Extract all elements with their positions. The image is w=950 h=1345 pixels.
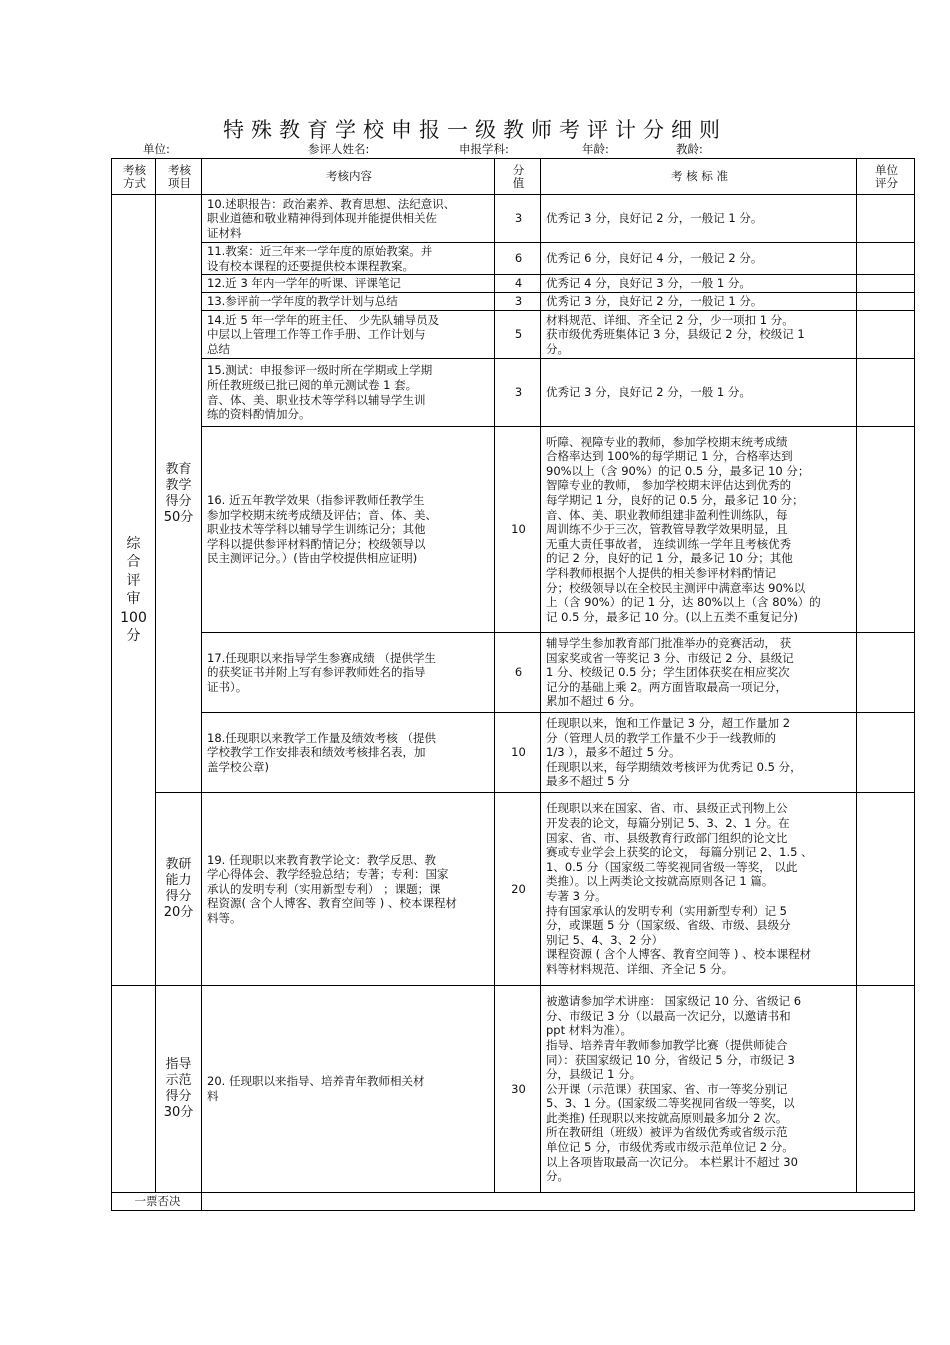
teaching-years-label: 教龄: [676,142,703,156]
header-score: 分 值 [495,159,541,195]
item-standard: 材料规范、详细、齐全记 2 分，少一项扣 1 分。 获市级优秀班集体记 3 分，县级记 2 分，校级记 1 分。 [541,311,857,359]
table-row [112,986,915,1193]
item-score: 10 [495,427,541,633]
unit-score-cell[interactable] [857,311,915,359]
item-content: 15.测试：申报参评一级时所在学期或上学期 所任教班级已批已阅的单元测试卷 1 套。 音、体、美、职业技术等学科以辅导学生训 练的资料酌情加分。 [202,359,495,427]
veto-row [112,1193,915,1211]
item-score: 10 [495,713,541,793]
item-score: 6 [495,243,541,275]
document-title: 特殊教育学校申报一级教师考评计分细则 [223,118,727,142]
item-score: 6 [495,633,541,713]
category-education: 教育 教学 得分 50分 [156,195,202,793]
header-item: 考核 项目 [156,159,202,195]
unit-score-cell[interactable] [857,275,915,293]
evaluatee-name-label: 参评人姓名: [308,142,370,156]
subject-label: 申报学科: [459,142,509,156]
table-row [112,359,915,427]
header-row [112,159,915,195]
item-content: 10.述职报告：政治素养、教育思想、法纪意识、 职业道德和敬业精神得到体现并能提供相关佐 证材料 [202,195,495,243]
item-content: 18.任现职以来教学工作量及绩效考核 （提供 学校教学工作安排表和绩效考核排名表，加 盖学校公章) [202,713,495,793]
item-standard: 听障、视障专业的教师，参加学校期末统考成绩 合格率达到 100%的每学期记 1 分，合格率达到 90%以上（含 90%）的记 0.5 分，最多记 10 分； 智障专业的教师， 参加学校期末评估达到优秀的 每学期记 1 分，良好的记 0.5 分，最多记 10 分； 音、体、美、职业教师组建非盈利性训练队，每 周训练不少于三次，管教管导教学效果明显，且 无重大责任事故者， 连续训练一学年且考核优秀 的记 2 分，良好的记 1 分，最多记 10 分；其他 学科教师根据个人提供的相关参评材料酌情记 分；校级领导以在全校民主测评中满意率达 90%以 上（含 90%）的记 1 分，达 80%以上（含 80%）的 记 0.5 分，最多记 10 分。(以上五类不重复记分) [541,427,857,633]
table-row [112,293,915,311]
item-score: 3 [495,359,541,427]
table-row [112,793,915,986]
table-row [112,243,915,275]
unit-label: 单位: [143,142,170,156]
item-content: 13.参评前一学年度的教学计划与总结 [202,293,495,311]
header-content: 考核内容 [202,159,495,195]
unit-score-cell[interactable] [857,359,915,427]
item-standard: 辅导学生参加教育部门批准举办的竞赛活动， 获 国家奖或省一等奖记 3 分、市级记 2 分、县级记 1 分、校级记 0.5 分；学生团体获奖在相应奖次 记分的基础上乘 2。两方面皆取最高一项记分， 累加不超过 6 分。 [541,633,857,713]
method-blank-cell [112,986,156,1193]
item-standard: 优秀记 4 分，良好记 3 分，一般 1 分。 [541,275,857,293]
table-row [112,713,915,793]
item-content: 17.任现职以来指导学生参赛成绩 （提供学生 的获奖证书并附上写有参评教师姓名的指导 证书）。 [202,633,495,713]
unit-score-cell[interactable] [857,195,915,243]
method-comprehensive: 综 合 评 审 100 分 [112,195,156,986]
item-standard: 任现职以来在国家、省、市、县级正式刊物上公 开发表的论文，每篇分别记 5、3、2、1 分。在 国家、省、市、县级教育行政部门组织的论文比 赛或专业学会上获奖的论文， 每篇分别记 2、1.5 、 1、0.5 分（国家级二等奖视同省级一等奖， 以此 类推）。以上两类论文按就高原则各记 1 篇。 专著 3 分。 持有国家承认的发明专利（实用新型专利）记 5 分，或课题 5 分（国家级、省级、市级、县级分 别记 5、4、3、2 分） 课程资源 ( 含个人博客、教育空间等 ) 、校本课程材 料等材料规范、详细、齐全记 5 分。 [541,793,857,986]
unit-score-cell[interactable] [857,713,915,793]
item-standard: 优秀记 3 分，良好记 2 分，一般 1 分。 [541,359,857,427]
category-research: 教研 能力 得分 20分 [156,793,202,986]
item-score: 5 [495,311,541,359]
veto-cell[interactable] [202,1193,915,1211]
unit-score-cell[interactable] [857,986,915,1193]
unit-score-cell[interactable] [857,427,915,633]
item-content: 16. 近五年教学效果（指参评教师任教学生 参加学校期末统考成绩及评估；音、体、美、 职业技术等学科以辅导学生训练记分；其他 学科以提供参评材料酌情记分；校级领导以 民主测评记分。）(皆由学校提供相应证明) [202,427,495,633]
item-score: 30 [495,986,541,1193]
item-content: 12.近 3 年内一学年的听课、评课笔记 [202,275,495,293]
item-content: 20. 任现职以来指导、培养青年教师相关材 料 [202,986,495,1193]
unit-score-cell[interactable] [857,633,915,713]
unit-score-cell[interactable] [857,793,915,986]
table-row [112,195,915,243]
veto-label: 一票否决 [112,1193,202,1211]
unit-score-cell[interactable] [857,243,915,275]
age-label: 年龄: [582,142,609,156]
item-standard: 任现职以来，饱和工作量记 3 分，超工作量加 2 分（管理人员的教学工作量不少于一线教师的 1/3 ），最多不超过 5 分。 任现职以来，每学期绩效考核评为优秀记 0.5 分， 最多不超过 5 分 [541,713,857,793]
evaluation-table [111,158,915,1211]
item-score: 3 [495,195,541,243]
table-row [112,275,915,293]
item-standard: 被邀请参加学术讲座： 国家级记 10 分、省级记 6 分、市级记 3 分（以最高一次记分，以邀请书和 ppt 材料为准）。 指导、培养青年教师参加教学比赛（提供师徒合 同）：获国家级记 10 分，省级记 5 分，市级记 3 分，县级记 1 分。 公开课（示范课）获国家、省、市一等奖分别记 5、3、1 分。(国家级二等奖视同省级一等奖，以 此类推) 任现职以来按就高原则最多加分 2 次。 所在教研组（班级）被评为省级优秀或省级示范 单位记 5 分，市级优秀或市级示范单位记 2 分。 以上各项皆取最高一次记分。 本栏累计不超过 30 分。 [541,986,857,1193]
item-standard: 优秀记 3 分，良好记 2 分，一般记 1 分。 [541,195,857,243]
item-score: 4 [495,275,541,293]
category-guidance: 指导 示范 得分 30分 [156,986,202,1193]
table-row [112,311,915,359]
item-standard: 优秀记 6 分，良好记 4 分，一般记 2 分。 [541,243,857,275]
header-unit-score: 单位 评分 [857,159,915,195]
unit-score-cell[interactable] [857,293,915,311]
table-row [112,427,915,633]
item-score: 20 [495,793,541,986]
item-standard: 优秀记 3 分，良好记 2 分，一般记 1 分。 [541,293,857,311]
item-score: 3 [495,293,541,311]
table-row [112,633,915,713]
item-content: 19. 任现职以来教育教学论文：教学反思、教 学心得体会、教学经验总结；专著；专利：国家 承认的发明专利（实用新型专利） ；课题；课 程资源( 含个人博客、教育空间等 ) 、校本课程材 料等。 [202,793,495,986]
item-content: 11.教案：近三年来一学年度的原始教案。并 设有校本课程的还要提供校本课程教案。 [202,243,495,275]
header-method: 考核 方式 [112,159,156,195]
header-standard: 考 核 标 准 [541,159,857,195]
item-content: 14.近 5 年一学年的班主任、 少先队辅导员及 中层以上管理工作等工作手册、工作计划与 总结 [202,311,495,359]
